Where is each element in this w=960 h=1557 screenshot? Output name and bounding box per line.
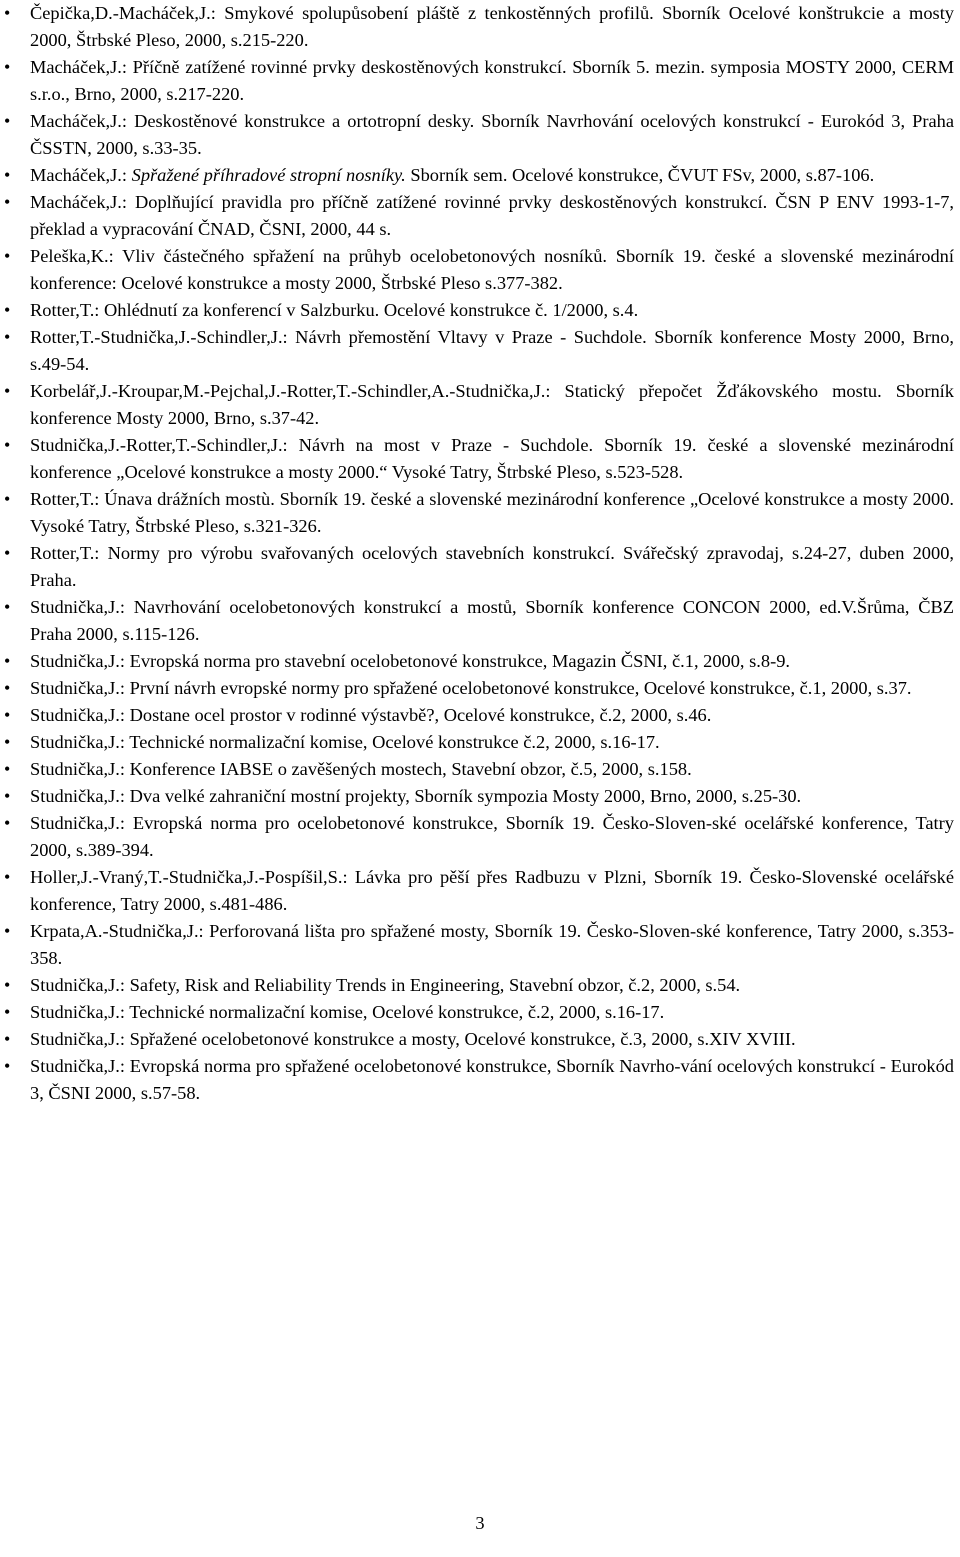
reference-item — [0, 648, 960, 675]
reference-text: Macháček,J.: Deskostěnové konstrukce a ortotropní desky. Sborník Navrhování ocelových konstrukcí - Eurokód 3, Praha ČSSTN, 2000, s.33-35. — [30, 111, 954, 158]
reference-text: Studnička,J.: Dostane ocel prostor v rodinné výstavbě?, Ocelové konstrukce, č.2, 2000, s.46. — [30, 705, 712, 725]
reference-item — [0, 702, 960, 729]
reference-item — [0, 324, 960, 378]
reference-item — [0, 378, 960, 432]
reference-text: Rotter,T.: Únava drážních mostù. Sborník 19. české a slovenské mezinárodní konference „Ocelové konstrukce a mosty 2000. Vysoké Tatry, Štrbské Pleso, s.321-326. — [30, 489, 954, 536]
reference-text: Studnička,J.: Safety, Risk and Reliability Trends in Engineering, Stavební obzor, č.2, 2000, s.54. — [30, 975, 741, 995]
reference-item — [0, 972, 960, 999]
reference-item — [0, 162, 960, 189]
reference-item — [0, 189, 960, 243]
reference-item — [0, 918, 960, 972]
reference-text: Studnička,J.: Evropská norma pro spřažené ocelobetonové konstrukce, Sborník Navrho-vání ocelových konstrukcí - Eurokód 3, ČSNI 2000, s.57-58. — [30, 1056, 954, 1103]
reference-text: Studnička,J.: První návrh evropské normy pro spřažené ocelobetonové konstrukce, Ocelové konstrukce, č.1, 2000, s.37. — [30, 678, 912, 698]
reference-item — [0, 108, 960, 162]
reference-text-rest: Sborník sem. Ocelové konstrukce, ČVUT FSv, 2000, s.87-106. — [405, 165, 875, 185]
reference-text: Macháček,J.: Doplňující pravidla pro příčně zatížené rovinné prvky deskostěnových konstrukcí. ČSN P ENV 1993-1-7, překlad a vypracování ČNAD, ČSNI, 2000, 44 s. — [30, 192, 954, 239]
reference-text: Studnička,J.: Navrhování ocelobetonových konstrukcí a mostů, Sborník konference CONCON 2000, ed.V.Šrůma, ČBZ Praha 2000, s.115-126. — [30, 597, 954, 644]
reference-item — [0, 594, 960, 648]
reference-item — [0, 999, 960, 1026]
reference-item — [0, 864, 960, 918]
reference-item — [0, 756, 960, 783]
reference-text: Studnička,J.: Dva velké zahraniční mostní projekty, Sborník sympozia Mosty 2000, Brno, 2000, s.25-30. — [30, 786, 802, 806]
reference-item — [0, 54, 960, 108]
reference-text: Rotter,T.-Studnička,J.-Schindler,J.: Návrh přemostění Vltavy v Praze - Suchdole. Sborník konference Mosty 2000, Brno, s.49-54. — [30, 327, 954, 374]
reference-item — [0, 0, 960, 54]
reference-item — [0, 432, 960, 486]
reference-text: Studnička,J.: Evropská norma pro stavební ocelobetonové konstrukce, Magazin ČSNI, č.1, 2000, s.8-9. — [30, 651, 790, 671]
reference-text: Holler,J.-Vraný,T.-Studnička,J.-Pospíšil,S.: Lávka pro pěší přes Radbuzu v Plzni, Sborník 19. Česko-Slovenské ocelářské konference, Tatry 2000, s.481-486. — [30, 867, 954, 914]
page-number: 3 — [475, 1513, 485, 1533]
reference-item — [0, 243, 960, 297]
reference-text: Rotter,T.: Ohlédnutí za konferencí v Salzburku. Ocelové konstrukce č. 1/2000, s.4. — [30, 300, 639, 320]
reference-item — [0, 540, 960, 594]
reference-text: Macháček,J.: Příčně zatížené rovinné prvky deskostěnových konstrukcí. Sborník 5. mezin. symposia MOSTY 2000, CERM s.r.o., Brno, 2000, s.217-220. — [30, 57, 954, 104]
reference-text: Čepička,D.-Macháček,J.: Smykové spolupůsobení pláště z tenkostěnných profilů. Sborník Ocelové konštrukcie a mosty 2000, Štrbské Pleso, 2000, s.215-220. — [30, 3, 954, 50]
reference-item — [0, 486, 960, 540]
reference-title-italic: Spřažené příhradové stropní nosníky. — [131, 165, 406, 185]
reference-text-author: Macháček,J.: — [30, 165, 132, 185]
reference-text: Korbelář,J.-Kroupar,M.-Pejchal,J.-Rotter,T.-Schindler,A.-Studnička,J.: Statický přepočet Žďákovského mostu. Sborník konference Mosty 2000, Brno, s.37-42. — [30, 381, 954, 428]
reference-text: Studnička,J.: Technické normalizační komise, Ocelové konstrukce, č.2, 2000, s.16-17. — [30, 1002, 665, 1022]
reference-text: Peleška,K.: Vliv částečného spřažení na průhyb ocelobetonových nosníků. Sborník 19. české a slovenské mezinárodní konference: Ocelové konstrukce a mosty 2000, Štrbské Pleso s.377-382. — [30, 246, 954, 293]
reference-text: Studnička,J.: Konference IABSE o zavěšených mostech, Stavební obzor, č.5, 2000, s.158. — [30, 759, 692, 779]
reference-text: Studnička,J.: Technické normalizační komise, Ocelové konstrukce č.2, 2000, s.16-17. — [30, 732, 660, 752]
reference-item — [0, 783, 960, 810]
reference-item — [0, 810, 960, 864]
reference-text: Rotter,T.: Normy pro výrobu svařovaných ocelových stavebních konstrukcí. Svářečský zpravodaj, s.24-27, duben 2000, Praha. — [30, 543, 954, 590]
reference-text: Studnička,J.: Evropská norma pro ocelobetonové konstrukce, Sborník 19. Česko-Sloven-ské ocelářské konference, Tatry 2000, s.389-394. — [30, 813, 954, 860]
reference-text: Studnička,J.: Spřažené ocelobetonové konstrukce a mosty, Ocelové konstrukce, č.3, 2000, s.XIV XVIII. — [30, 1029, 796, 1049]
reference-item — [0, 1053, 960, 1107]
reference-item — [0, 297, 960, 324]
reference-item — [0, 729, 960, 756]
reference-text: Studnička,J.-Rotter,T.-Schindler,J.: Návrh na most v Praze - Suchdole. Sborník 19. české a slovenské mezinárodní konference „Ocelové konstrukce a mosty 2000.“ Vysoké Tatry, Štrbské Pleso, s.523-528. — [30, 435, 954, 482]
reference-text: Krpata,A.-Studnička,J.: Perforovaná lišta pro spřažené mosty, Sborník 19. Česko-Sloven-ské konference, Tatry 2000, s.353-358. — [30, 921, 954, 968]
reference-item — [0, 675, 960, 702]
reference-item — [0, 1026, 960, 1053]
